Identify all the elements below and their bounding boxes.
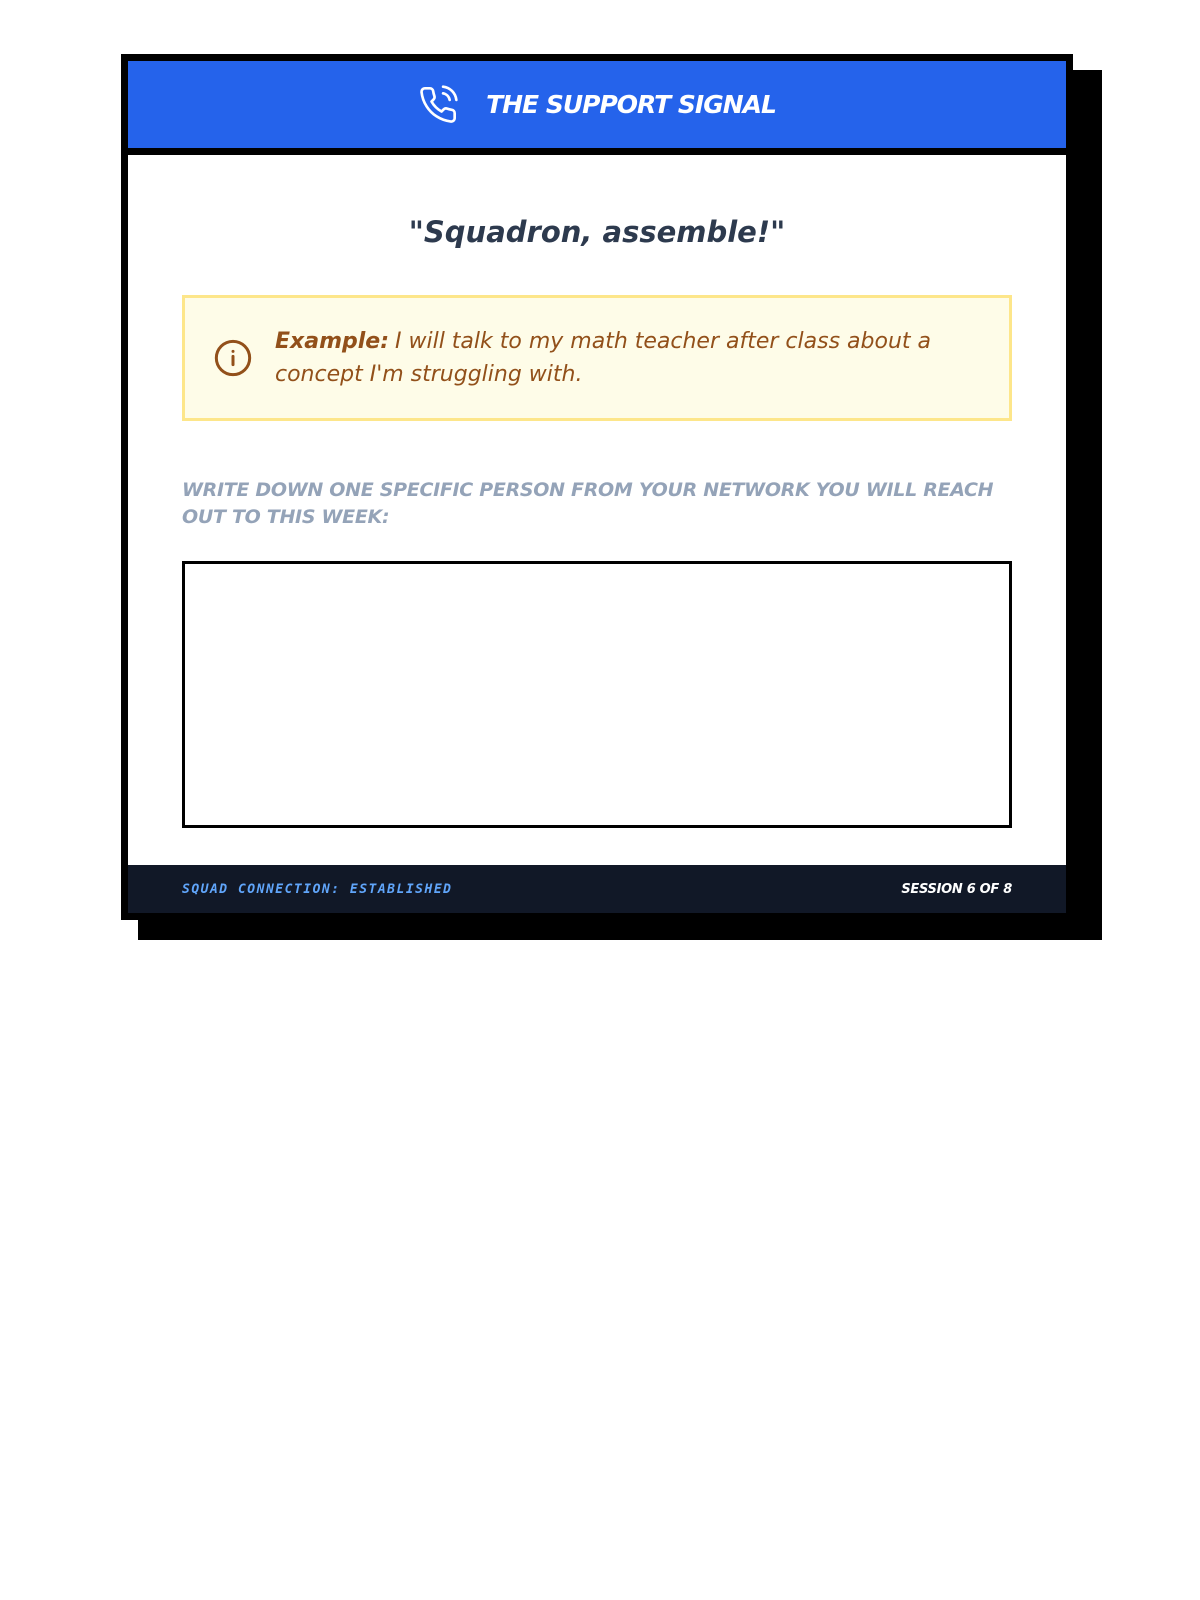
card-footer: [128, 865, 1066, 913]
card-header: [128, 61, 1066, 155]
phone-call-icon: [418, 85, 458, 125]
header-title: THE SUPPORT SIGNAL: [486, 90, 776, 119]
example-text-block: [275, 325, 981, 391]
info-icon: [213, 338, 253, 378]
example-label: Example:: [275, 329, 389, 354]
answer-input[interactable]: [182, 561, 1012, 828]
card-body: [128, 215, 1066, 828]
quote-heading: "Squadron, assemble!": [408, 215, 786, 249]
support-signal-card: [121, 54, 1073, 920]
example-callout: [182, 295, 1012, 421]
connection-status: SQUAD CONNECTION: ESTABLISHED: [182, 881, 453, 897]
prompt-label: WRITE DOWN ONE SPECIFIC PERSON FROM YOUR NETWORK YOU WILL REACH OUT TO THIS WEEK:: [182, 479, 994, 528]
example-text: I will talk to my math teacher after class about a concept I'm struggling with.: [275, 329, 931, 387]
session-counter: SESSION 6 OF 8: [901, 881, 1012, 897]
